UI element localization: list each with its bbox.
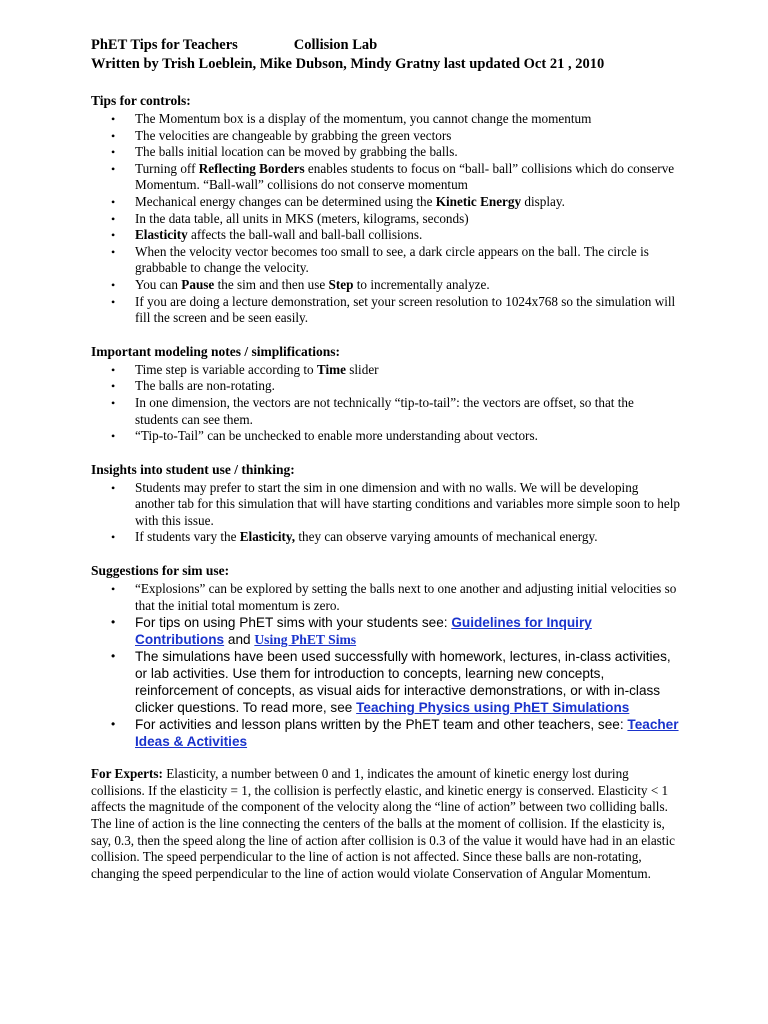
guidelines-link[interactable]: Guidelines for Inquiry Contributions <box>135 615 592 648</box>
section-suggestions <box>91 562 680 750</box>
suggestions-list <box>91 581 680 750</box>
list-item: • The Momentum box is a display of the momentum, you cannot change the momentum <box>91 111 680 128</box>
list-item: • Elasticity affects the ball-wall and ball-ball collisions. <box>91 227 680 244</box>
list-item: • In the data table, all units in MKS (meters, kilograms, seconds) <box>91 211 680 228</box>
list-item: • If you are doing a lecture demonstration, set your screen resolution to 1024x768 so the simulation will fill the screen and be seen easily. <box>91 294 680 327</box>
header-line-1 <box>91 36 680 55</box>
teacher-ideas-link[interactable]: Teacher Ideas & Activities <box>135 717 679 750</box>
list-item: • “Explosions” can be explored by setting the balls next to one another and adjusting initial velocities so that the initial total momentum is zero. <box>91 581 680 614</box>
experts-label: For Experts: <box>91 766 163 782</box>
section-heading: Tips for controls: <box>91 93 191 108</box>
insights-list <box>91 480 680 546</box>
list-item: • Mechanical energy changes can be determined using the Kinetic Energy display. <box>91 194 680 211</box>
experts-paragraph <box>91 766 680 882</box>
list-item: • “Tip-to-Tail” can be unchecked to enable more understanding about vectors. <box>91 428 680 445</box>
section-modeling <box>91 343 680 445</box>
list-item: • For activities and lesson plans written by the PhET team and other teachers, see: Teacher Ideas & Activities <box>91 716 680 750</box>
list-item: • The simulations have been used successfully with homework, lectures, in-class activities, or lab activities. Use them for introduction to concepts, learning new concepts, reinforcement of concepts, as visual aids for interactive demonstrations, or with in-class clicker questions. To read more, see Teaching Physics using PhET Simulations <box>91 648 680 716</box>
document-header <box>91 36 680 74</box>
list-item: • In one dimension, the vectors are not technically “tip-to-tail”: the vectors are offset, so that the students can see them. <box>91 395 680 428</box>
header-authors: Written by Trish Loeblein, Mike Dubson, Mindy Gratny last updated Oct 21 , 2010 <box>91 56 605 72</box>
modeling-list <box>91 362 680 445</box>
list-item: • For tips on using PhET sims with your students see: Guidelines for Inquiry Contributions and Using PhET Sims <box>91 614 680 648</box>
teaching-physics-link[interactable]: Teaching Physics using PhET Simulations <box>356 700 630 716</box>
list-item: • Time step is variable according to Time slider <box>91 362 680 379</box>
list-item: • The velocities are changeable by grabbing the green vectors <box>91 128 680 145</box>
experts-text: Elasticity, a number between 0 and 1, indicates the amount of kinetic energy lost during collisions. If the elasticity = 1, the collision is perfectly elastic, and kinetic energy is conserved. Elasticity < 1 affects the magnitude of the component of the velocity along the “line of action” between two colliding balls. The line of action is the line connecting the centers of the balls at the moment of collision. If the elasticity is, say, 0.3, then the speed along the line of action after collision is 0.3 of the value it would have had in an elastic collision. The speed perpendicular to the line of action is not affected. Since these balls are non-rotating, changing the speed perpendicular to the line of action would violate Conservation of Angular Momentum. <box>91 766 675 881</box>
section-heading: Suggestions for sim use: <box>91 563 230 579</box>
controls-list <box>91 111 680 327</box>
list-item: • Students may prefer to start the sim in one dimension and with no walls. We will be developing another tab for this simulation that will have starting conditions and variables more simple soon to help with this issue. <box>91 480 680 530</box>
list-item: • You can Pause the sim and then use Step to incrementally analyze. <box>91 277 680 294</box>
section-insights <box>91 461 680 546</box>
using-phet-sims-link[interactable]: Using PhET Sims <box>254 632 357 648</box>
section-heading: Important modeling notes / simplifications: <box>91 343 341 359</box>
section-heading: Insights into student use / thinking: <box>91 461 295 477</box>
list-item: • If students vary the Elasticity, they can observe varying amounts of mechanical energy. <box>91 529 680 546</box>
header-title: PhET Tips for Teachers <box>91 37 238 53</box>
list-item: • Turning off Reflecting Borders enables students to focus on “ball- ball” collisions which do conserve Momentum. “Ball-wall” collisions do not conserve momentum <box>91 161 680 194</box>
header-sim-name: Collision Lab <box>293 37 378 53</box>
section-controls <box>91 92 680 327</box>
list-item: • The balls are non-rotating. <box>91 378 680 395</box>
list-item: • The balls initial location can be moved by grabbing the balls. <box>91 144 680 161</box>
list-item: • When the velocity vector becomes too small to see, a dark circle appears on the ball. The circle is grabbable to change the velocity. <box>91 244 680 277</box>
